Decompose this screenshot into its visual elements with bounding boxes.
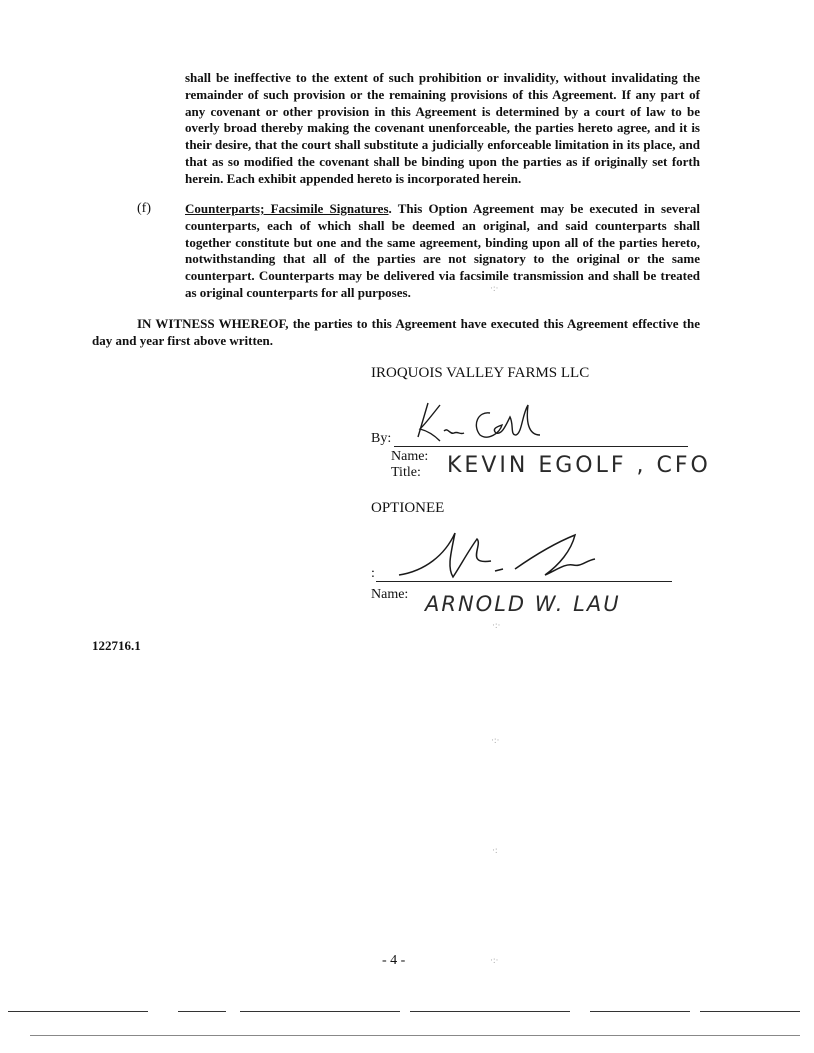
footer-rule (700, 1011, 800, 1012)
scan-speck: ·:· (491, 735, 500, 745)
scan-speck: ·:· (490, 955, 499, 965)
footer-rule (410, 1011, 570, 1012)
section-f-heading: Counterparts; Facsimile Signatures (185, 201, 389, 216)
company-signature-line (394, 446, 688, 447)
document-number: 122716.1 (92, 638, 141, 653)
footer-rule (240, 1011, 400, 1012)
section-e-text: shall be ineffective to the extent of such prohibition or invalidity, without invalidating the remainder of such provision or the remaining provisions of this Agreement. If any part of any covenant or other provision in this Agreement is determined by a court of law to be overly broad thereby making the covenant unenforceable, the parties hereto agree, and it is their desire, that the court shall substitute a judicially enforceable limitation in its place, and that as so modified the covenant shall be binding upon the parties as if originally set forth herein. Each exhibit appended hereto is incorporated herein. (185, 70, 700, 186)
company-name-label: Name: (391, 449, 429, 464)
section-f-body: . This Option Agreement may be executed in several counterparts, each of which shall be deemed an original, and said counterparts shall together constitute but one and the same agreement, binding upon all of the parties hereto, notwithstanding that all of the parties are not signatory to the original or the same counterpart. Counterparts may be delivered via facsimile transmission and shall be treated as original counterparts for all purposes. (185, 201, 700, 300)
footer-rule (30, 1035, 800, 1036)
section-f-marker (137, 201, 151, 217)
scan-speck: ·:· (492, 620, 501, 630)
scan-speck: ·:· (490, 283, 499, 293)
optionee-signature (395, 525, 625, 585)
section-f-paragraph (185, 201, 700, 302)
company-name: IROQUOIS VALLEY FARMS LLC (371, 365, 590, 381)
footer-rule (8, 1011, 148, 1012)
section-f-marker-text: (f) (137, 201, 151, 216)
optionee-sig-prefix: : (371, 566, 375, 581)
witness-clause-text: IN WITNESS WHEREOF, the parties to this Agreement have executed this Agreement effective the day and year first above written. (92, 316, 700, 348)
section-e-continued-paragraph (185, 70, 700, 188)
witness-clause (92, 316, 700, 350)
footer-rule (590, 1011, 690, 1012)
optionee-signature-line (376, 581, 672, 582)
footer-rule (178, 1011, 226, 1012)
handwritten-name-title: KEVIN EGOLF , CFO (447, 453, 711, 478)
optionee-name-label: Name: (371, 587, 409, 602)
scan-speck: ·: (492, 845, 498, 855)
optionee-handwritten-name: ARNOLD W. LAU (425, 592, 621, 616)
optionee-heading: OPTIONEE (371, 500, 445, 516)
company-title-label: Title: (391, 465, 421, 480)
by-label: By: (371, 431, 392, 446)
page-number: - 4 - (382, 953, 406, 968)
